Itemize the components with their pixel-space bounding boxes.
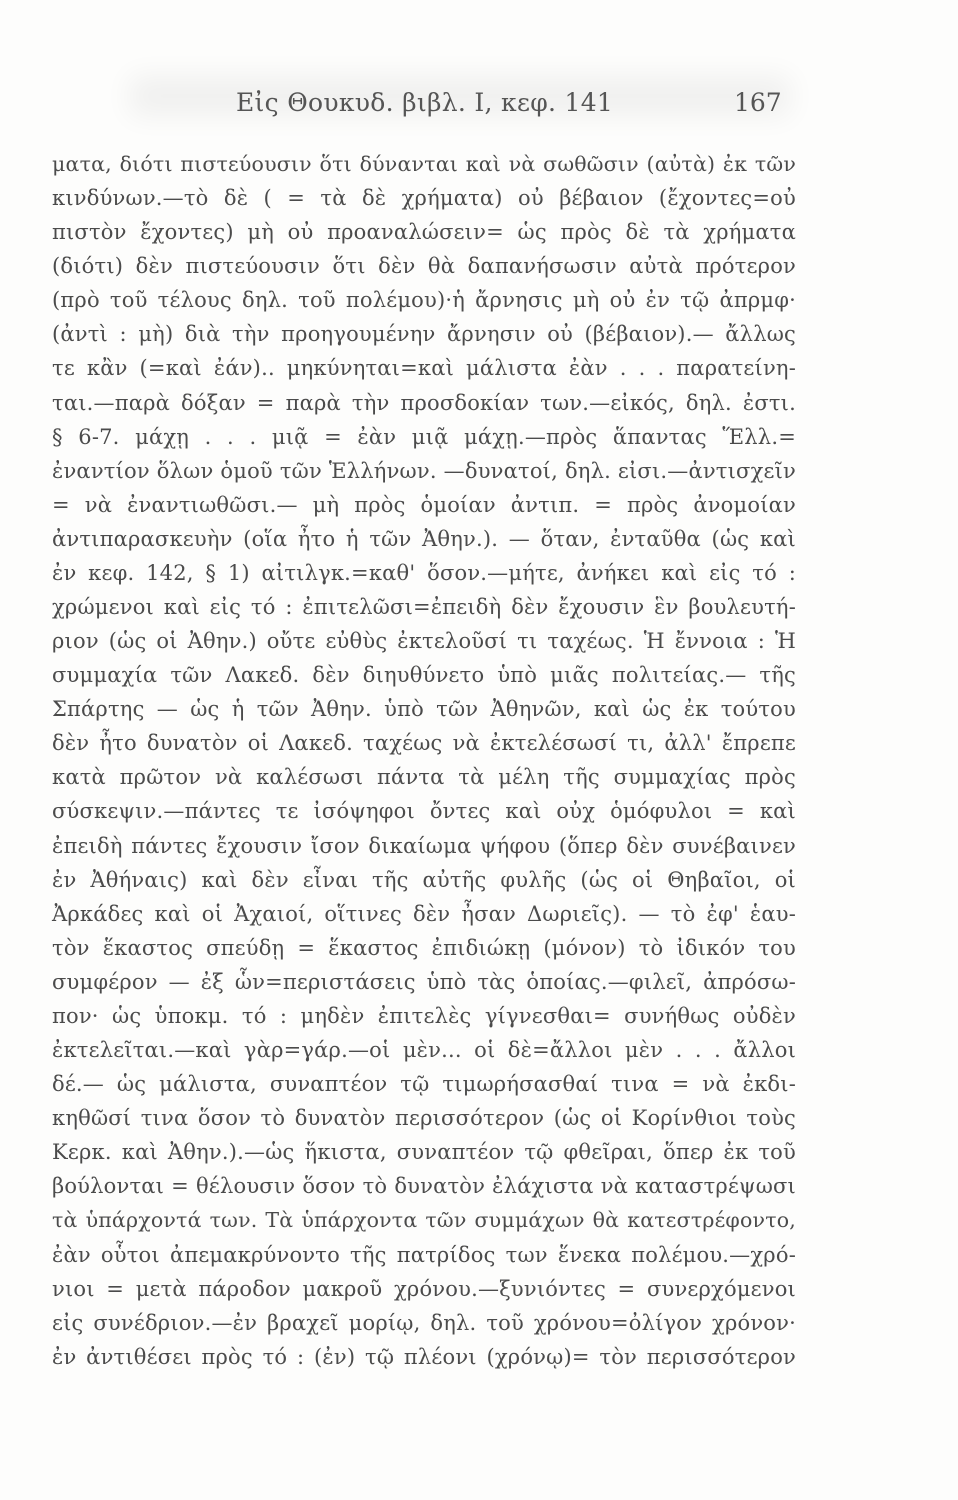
text-line: ἀντιπαρασκευὴν (οἵα ἦτο ἡ τῶν Ἀθην.). — ὅταν, ἐνταῦθα (ὡς καὶ bbox=[52, 526, 796, 551]
page-number: 167 bbox=[734, 88, 782, 117]
text-line: Κερκ. καὶ Ἀθην.).—ὡς ἥκιστα, συναπτέον τῷ φθεῖραι, ὅπερ ἐκ τοῦ bbox=[52, 1140, 796, 1165]
text-line: ἐπειδὴ πάντες ἔχουσιν ἴσον δικαίωμα ψήφου (ὅπερ δὲν συνέβαινεν bbox=[52, 833, 796, 858]
text-line: εἰς συνέδριον.—ἐν βραχεῖ μορίῳ, δηλ. τοῦ χρόνου=ὀλίγον χρόνον· bbox=[52, 1310, 796, 1335]
text-line: ριον (ὡς οἱ Ἀθην.) οὔτε εὐθὺς ἐκτελοῦσί τι ταχέως. Ἡ ἔννοια : Ἡ bbox=[52, 629, 796, 654]
text-line: βούλονται = θέλουσιν ὅσον τὸ δυνατὸν ἐλάχιστα νὰ καταστρέψωσι bbox=[52, 1174, 796, 1199]
commentary-text bbox=[52, 147, 796, 1374]
text-line: Ἀρκάδες καὶ οἱ Ἀχαιοί, οἵτινες δὲν ἦσαν Δωριεῖς). — τὸ ἐφ' ἑαυ- bbox=[52, 901, 796, 926]
text-line: κινδύνων.—τὸ δὲ ( = τὰ δὲ χρήματα) οὐ βέβαιον (ἔχοντες=οὐ bbox=[52, 186, 796, 211]
text-line: (ἀντὶ : μὴ) διὰ τὴν προηγουμένην ἄρνησιν οὐ (βέβαιον).— ἄλλως bbox=[52, 322, 796, 347]
text-line: τε κἂν (=καὶ ἐάν).. μηκύνηται=καὶ μάλιστα ἐὰν . . . παρατείνη- bbox=[52, 356, 796, 381]
text-line: ἐκτελεῖται.—καὶ γὰρ=γάρ.—οἱ μὲν... οἱ δὲ=ἄλλοι μὲν . . . ἄλλοι bbox=[52, 1038, 796, 1063]
page-header bbox=[0, 88, 958, 122]
text-line: κηθῶσί τινα ὅσον τὸ δυνατὸν περισσότερον (ὡς οἱ Κορίνθιοι τοὺς bbox=[52, 1106, 796, 1131]
text-line: πον· ὡς ὑποκμ. τό : μηδὲν ἐπιτελὲς γίγνεσθαι= συνήθως οὐδὲν bbox=[52, 1003, 796, 1028]
text-line: δὲν ἦτο δυνατὸν οἱ Λακεδ. ταχέως νὰ ἐκτελέσωσί τι, ἀλλ' ἔπρεπε bbox=[52, 731, 796, 756]
text-line: (πρὸ τοῦ τέλους δηλ. τοῦ πολέμου)·ἡ ἄρνησις μὴ οὐ ἐν τῷ ἀπρμφ· bbox=[52, 288, 796, 313]
text-line: σύσκεψιν.—πάντες τε ἰσόψηφοι ὄντες καὶ οὐχ ὁμόφυλοι = καὶ bbox=[52, 799, 796, 824]
text-line: ἐὰν οὗτοι ἀπεμακρύνοντο τῆς πατρίδος των ἕνεκα πολέμου.—χρό- bbox=[52, 1242, 796, 1267]
text-line: χρώμενοι καὶ εἰς τό : ἐπιτελῶσι=ἐπειδὴ δὲν ἔχουσιν ἓν βουλευτή- bbox=[52, 595, 796, 620]
text-line: ἐν Ἀθήναις) καὶ δὲν εἶναι τῆς αὐτῆς φυλῆς (ὡς οἱ Θηβαῖοι, οἱ bbox=[52, 867, 796, 892]
text-line: νιοι = μετὰ πάροδον μακροῦ χρόνου.—ξυνιόντες = συνερχόμενοι bbox=[52, 1276, 796, 1301]
text-line: συμμαχία τῶν Λακεδ. δὲν διηυθύνετο ὑπὸ μιᾶς πολιτείας.— τῆς bbox=[52, 663, 796, 688]
text-line: ται.—παρὰ δόξαν = παρὰ τὴν προσδοκίαν των.—εἰκός, δηλ. ἐστι. bbox=[52, 390, 796, 415]
text-line: = νὰ ἐναντιωθῶσι.— μὴ πρὸς ὁμοίαν ἀντιπ. = πρὸς ἀνομοίαν bbox=[52, 492, 796, 517]
text-line: πιστὸν ἔχοντες) μὴ οὐ προαναλώσειν= ὡς πρὸς δὲ τὰ χρήματα bbox=[52, 220, 796, 245]
text-line: § 6-7. μάχῃ . . . μιᾷ = ἐὰν μιᾷ μάχῃ.—πρὸς ἅπαντας Ἕλλ.= bbox=[52, 424, 796, 449]
text-line: τὸν ἕκαστος σπεύδῃ = ἕκαστος ἐπιδιώκῃ (μόνον) τὸ ἰδικόν του bbox=[52, 935, 796, 960]
text-line: Σπάρτης — ὡς ἡ τῶν Ἀθην. ὑπὸ τῶν Ἀθηνῶν, καὶ ὡς ἐκ τούτου bbox=[52, 697, 796, 722]
text-line: κατὰ πρῶτον νὰ καλέσωσι πάντα τὰ μέλη τῆς συμμαχίας πρὸς bbox=[52, 765, 796, 790]
text-line: ἐναντίον ὅλων ὁμοῦ τῶν Ἑλλήνων. —δυνατοί, δηλ. εἰσι.—ἀντισχεῖν bbox=[52, 458, 796, 483]
text-line: ἐν ἀντιθέσει πρὸς τό : (ἐν) τῷ πλέονι (χρόνῳ)= τὸν περισσότερον bbox=[52, 1344, 796, 1369]
text-line: ματα, διότι πιστεύουσιν ὅτι δύνανται καὶ νὰ σωθῶσιν (αὐτὰ) ἐκ τῶν bbox=[52, 152, 796, 176]
text-line: συμφέρον — ἐξ ὧν=περιστάσεις ὑπὸ τὰς ὁποίας.—φιλεῖ, ἀπρόσω- bbox=[52, 969, 796, 994]
text-line: ἐν κεφ. 142, § 1) αἰτιλγκ.=καθ' ὅσον.—μήτε, ἀνήκει καὶ εἰς τό : bbox=[52, 560, 796, 585]
text-line: δέ.— ὡς μάλιστα, συναπτέον τῷ τιμωρήσασθαί τινα = νὰ ἐκδι- bbox=[52, 1072, 796, 1097]
text-line: (διότι) δὲν πιστεύουσιν ὅτι δὲν θὰ δαπανήσωσιν αὐτὰ πρότερον bbox=[52, 254, 796, 279]
running-head: Εἰς Θουκυδ. βιβλ. Ι, κεφ. 141 bbox=[236, 88, 614, 117]
text-line: τὰ ὑπάρχοντά των. Τὰ ὑπάρχοντα τῶν συμμάχων θὰ κατεστρέφοντο, bbox=[52, 1208, 796, 1233]
